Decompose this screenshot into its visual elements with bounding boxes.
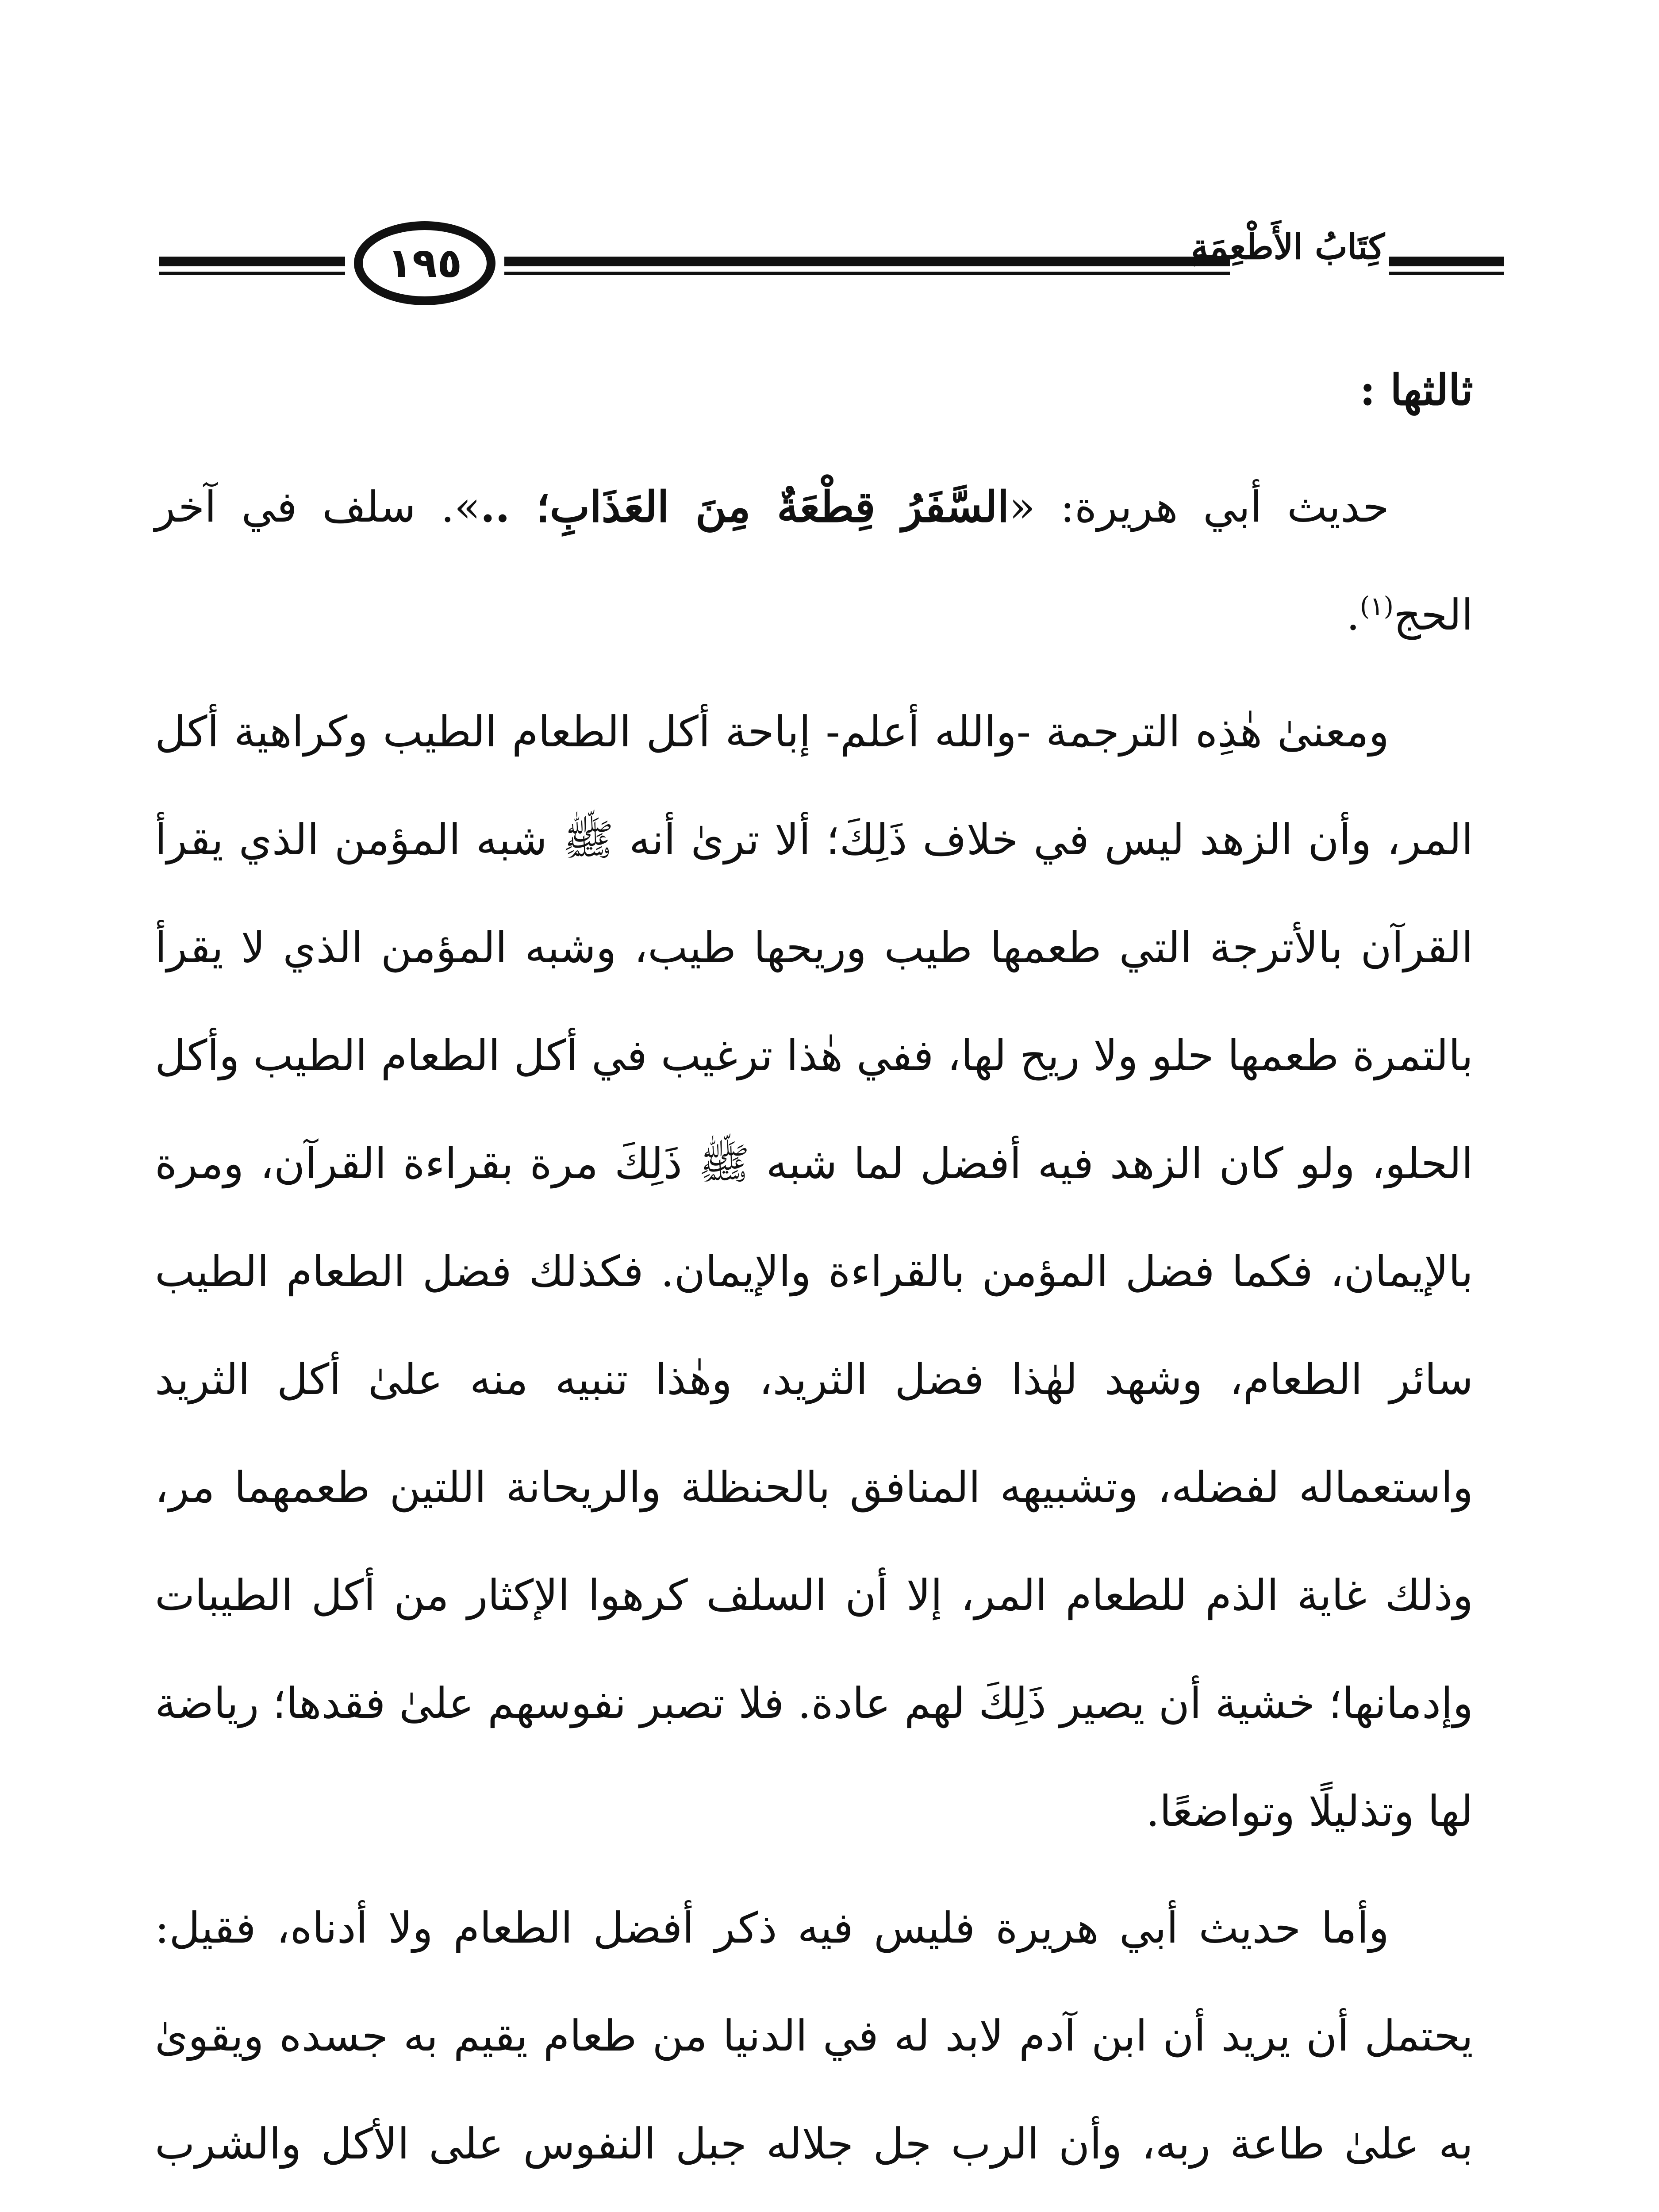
page-number: ١٩٥ bbox=[387, 239, 462, 287]
hadith-quote: السَّفَرُ قِطْعَةٌ مِنَ العَذَابِ؛ .. bbox=[480, 482, 1010, 532]
header-rule-middle bbox=[504, 257, 1230, 266]
page-header bbox=[159, 212, 1504, 319]
running-title: كِتَابُ الأَطْعِمَةِ bbox=[1191, 227, 1385, 267]
paragraph-prefix: حديث أبي هريرة: « bbox=[1009, 482, 1390, 532]
page-number-oval bbox=[354, 221, 495, 305]
header-rule-left bbox=[159, 257, 345, 266]
main-text bbox=[155, 336, 1473, 2212]
header-rule-middle-thin bbox=[504, 272, 1230, 275]
paragraph-suffix: ». سلف في آخر الحج bbox=[155, 482, 1473, 640]
paragraph-second-hadith: وأما حديث أبي هريرة فليس فيه ذكر أفضل الطعام ولا أدناه، فقيل: يحتمل أن يريد أن ابن آدم لابد له في الدنيا من طعام يقيم به جسده ويقوىٰ به علىٰ طاعة ربه، وأن الرب جل جلاله جبل النفوس على الأكل والشرب bbox=[155, 1903, 1474, 2169]
paragraph-commentary: ومعنىٰ هٰذِه الترجمة -والله أعلم- إباحة أكل الطعام الطيب وكراهية أكل المر، وأن الزهد ليس في خلاف ذَلِكَ؛ ألا ترىٰ أنه ﷺ شبه المؤمن الذي يقرأ القرآن بالأترجة التي طعمها طيب وريحها طيب، وشبه المؤمن الذي لا يقرأ بالتمرة طعمها حلو ولا ريح لها، ففي هٰذا ترغيب في أكل الطعام الطيب وأكل الحلو، ولو كان الزهد فيه أفضل لما شبه ﷺ ذَلِكَ مرة بقراءة القرآن، ومرة بالإيمان، فكما فضل المؤمن بالقراءة والإيمان. فكذلك فضل الطعام الطيب سائر الطعام، وشهد لهٰذا فضل الثريد، وهٰذا تنبيه منه علىٰ أكل الثريد واستعماله لفضله، وتشبيهه المنافق بالحنظلة والريحانة اللتين طعمهما مر، وذلك غاية الذم للطعام المر، إلا أن السلف كرهوا الإكثار من أكل الطيبات وإدمانها؛ خشية أن يصير ذَلِكَ لهم عادة. فلا تصبر نفوسهم علىٰ فقدها؛ رياضة لها وتذليلًا وتواضعًا. bbox=[155, 707, 1474, 1836]
footnote-reference[interactable]: (١) bbox=[1359, 591, 1394, 621]
header-rule-right-thin bbox=[1389, 272, 1504, 275]
section-heading: ثالثها : bbox=[1359, 365, 1473, 415]
header-rule-right bbox=[1389, 257, 1504, 266]
paragraph-end: . bbox=[1346, 590, 1360, 640]
header-rule-left-thin bbox=[159, 272, 345, 275]
paragraph-hadith-reference bbox=[155, 453, 1473, 669]
